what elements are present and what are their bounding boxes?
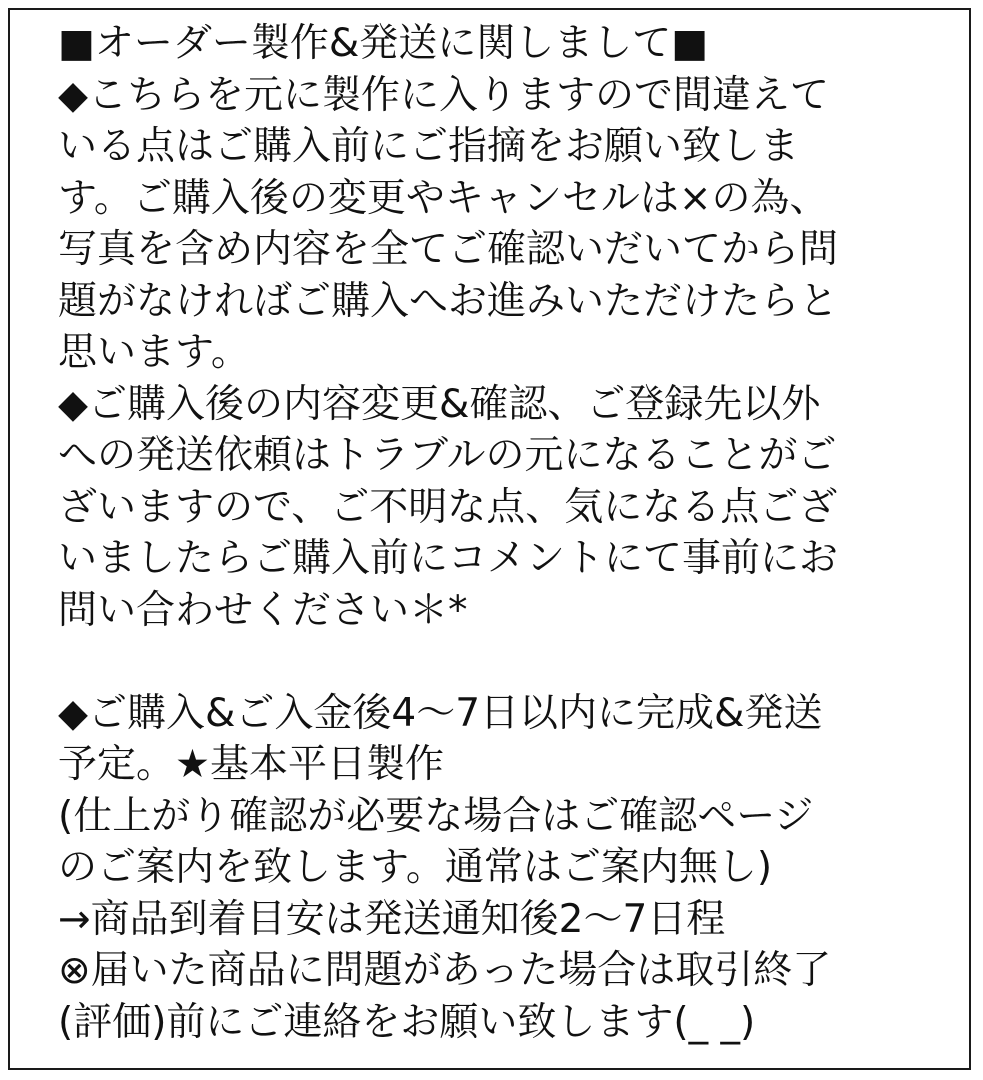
notice-line: のご案内を致します。通常はご案内無し) [58, 845, 773, 890]
notice-line: ざいますので、ご不明な点、気になる点ござ [58, 484, 838, 530]
notice-line: (評価)前にご連絡をお願い致します(_ _) [58, 999, 756, 1045]
notice-line: ◆こちらを元に製作に入りますので間違えて [58, 72, 829, 118]
notice-line: ◆ご購入後の内容変更&確認、ご登録先以外 [58, 381, 821, 427]
notice-line: す。ご購入後の変更やキャンセルは×の為、 [58, 175, 829, 221]
notice-line: →商品到着目安は発送通知後2〜7日程 [58, 896, 726, 942]
notice-line: (仕上がり確認が必要な場合はご確認ページ [58, 793, 814, 839]
order-notice-text [58, 18, 938, 1048]
notice-line: 思います。 [58, 330, 250, 375]
notice-heading: ■オーダー製作&発送に関しまして■ [58, 21, 709, 66]
notice-line: 予定。★基本平日製作 [58, 742, 444, 787]
notice-line: への発送依頼はトラブルの元になることがご [58, 433, 837, 478]
blank-line [58, 636, 938, 688]
notice-line: 写真を含め内容を全てご確認いだいてから問 [58, 227, 839, 272]
notice-line: いましたらご購入前にコメントにて事前にお [58, 536, 839, 581]
notice-line: 問い合わせください＊* [58, 587, 468, 633]
notice-line: ◆ご購入&ご入金後4〜7日以内に完成&発送 [58, 690, 823, 736]
notice-line: いる点はご購入前にご指摘をお願い致しま [58, 124, 800, 169]
notice-line: ⊗届いた商品に問題があった場合は取引終了 [58, 948, 832, 993]
notice-line: 題がなければご購入へお進みいただけたらと [58, 278, 839, 324]
